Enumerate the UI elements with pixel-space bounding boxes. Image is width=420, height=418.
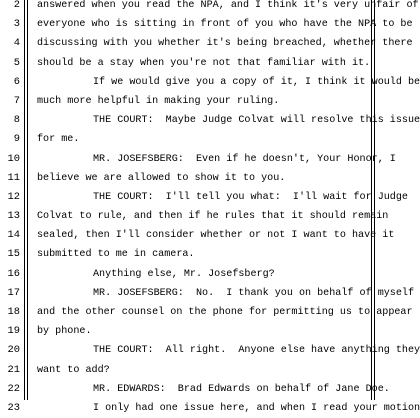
transcript-line xyxy=(0,34,413,53)
line-text: MR. JOSEFSBERG: Even if he doesn't, Your Honor, I xyxy=(93,153,396,165)
line-number: 5 xyxy=(13,56,20,69)
line-text: I only had one issue here, and when I read your motion xyxy=(93,402,420,414)
transcript-line xyxy=(0,73,420,92)
line-text: sealed, then I'll consider whether or not I want to have it xyxy=(37,230,395,242)
transcript-line xyxy=(0,0,419,15)
line-text: THE COURT: I'll tell you what: I'll wait for Judge xyxy=(93,191,408,203)
line-number: 4 xyxy=(13,37,20,50)
transcript-line xyxy=(0,361,400,380)
transcript-line xyxy=(0,92,400,111)
line-number: 8 xyxy=(13,114,20,127)
line-number: 3 xyxy=(13,18,20,31)
line-number: 13 xyxy=(7,210,20,223)
line-number: 11 xyxy=(7,171,20,184)
line-number: 22 xyxy=(7,382,20,395)
line-text: If we would give you a copy of it, I think it would be xyxy=(93,76,420,88)
transcript-line xyxy=(0,130,400,149)
transcript-line xyxy=(0,188,408,207)
line-number: 6 xyxy=(13,75,20,88)
line-text: everyone who is sitting in front of you who have the NPA to be xyxy=(37,19,413,31)
line-number: 12 xyxy=(7,190,20,203)
line-number: 20 xyxy=(7,344,20,357)
transcript-line xyxy=(0,380,400,399)
line-text: THE COURT: All right. Anyone else have anything they xyxy=(93,345,420,357)
transcript-line xyxy=(0,341,420,360)
line-text: want to add? xyxy=(37,364,110,376)
transcript-line xyxy=(0,265,400,284)
line-text: should be a stay when you're not that familiar with it. xyxy=(37,57,371,69)
transcript-line xyxy=(0,399,420,418)
line-text: believe we are allowed to show it to you. xyxy=(37,172,286,184)
line-number: 7 xyxy=(13,94,20,107)
line-text: MR. JOSEFSBERG: No. I thank you on behalf of myself xyxy=(93,287,415,299)
line-text: answered when you read the NPA, and I think it's very unfair of xyxy=(37,0,419,11)
transcript-line xyxy=(0,303,413,322)
transcript-line xyxy=(0,245,400,264)
line-number: 10 xyxy=(7,152,20,165)
line-number: 21 xyxy=(7,363,20,376)
line-text: much more helpful in making your ruling. xyxy=(37,95,280,107)
line-number: 9 xyxy=(13,133,20,146)
line-text: THE COURT: Maybe Judge Colvat will resolve this issue xyxy=(93,115,420,127)
transcript-line xyxy=(0,54,400,73)
line-number: 2 xyxy=(13,0,20,11)
line-text: MR. EDWARDS: Brad Edwards on behalf of Jane Doe. xyxy=(93,383,390,395)
line-number: 14 xyxy=(7,229,20,242)
transcript-line xyxy=(0,322,400,341)
line-number: 16 xyxy=(7,267,20,280)
line-text: Anything else, Mr. Josefsberg? xyxy=(93,268,275,280)
line-number: 23 xyxy=(7,401,20,414)
transcript-line xyxy=(0,226,400,245)
line-text: for me. xyxy=(37,134,80,146)
line-text: by phone. xyxy=(37,326,92,338)
line-number: 15 xyxy=(7,248,20,261)
transcript-line xyxy=(0,169,400,188)
line-text: Colvat to rule, and then if he rules that it should remain xyxy=(37,211,389,223)
line-number: 17 xyxy=(7,286,20,299)
transcript-line xyxy=(0,207,400,226)
transcript-line xyxy=(0,150,400,169)
line-text: and the other counsel on the phone for permitting us to appear xyxy=(37,307,413,318)
transcript-line xyxy=(0,284,415,303)
line-text: discussing with you whether it's being breached, whether there xyxy=(37,38,413,50)
line-number: 18 xyxy=(7,306,20,318)
line-text: submitted to me in camera. xyxy=(37,249,195,261)
line-number: 19 xyxy=(7,325,20,338)
transcript-line xyxy=(0,15,413,34)
transcript-line xyxy=(0,111,420,130)
